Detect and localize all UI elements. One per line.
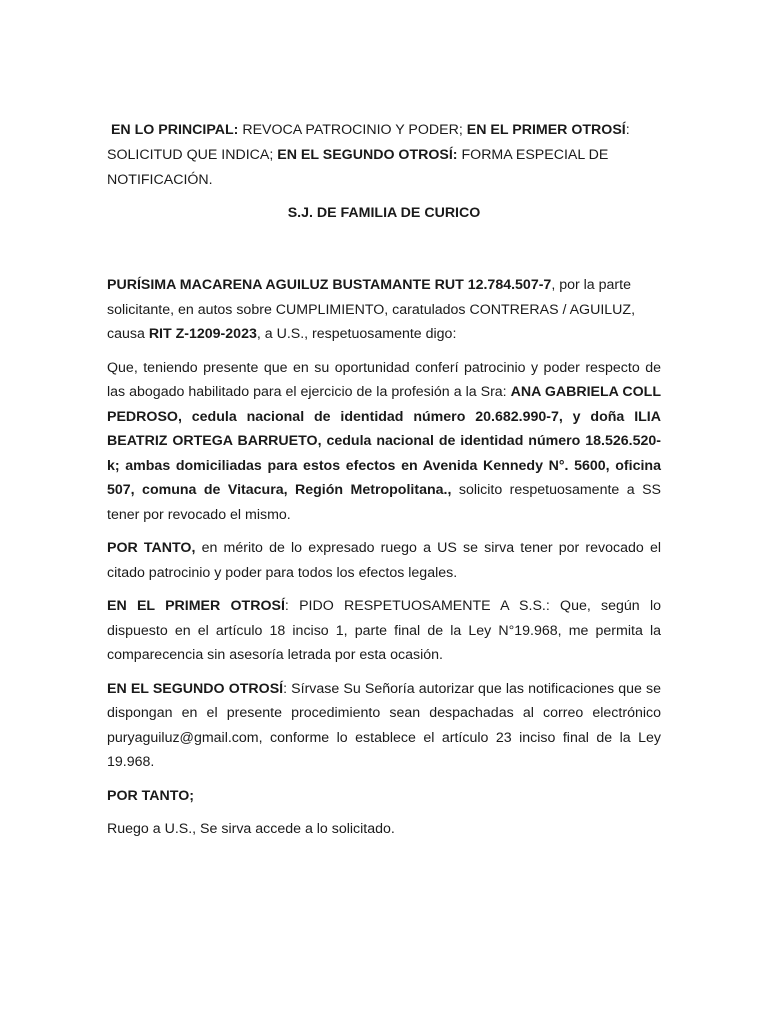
intro-text-1: , por la parte solicitante, en autos sobre CUMPLIMIENTO, caratulados CONTRERAS / AGUILUZ, causa xyxy=(107,277,636,342)
attorneys-details: ANA GABRIELA COLL PEDROSO, cedula nacional de identidad número 20.682.990-7, y doña ILIA BEATRIZ ORTEGA BARRUETO, cedula nacional de identidad número 18.526.520-k; ambas domiciliadas para estos efectos en Avenida Kennedy N°. 5600, oficina 507, comuna de Vitacura, Región Metropolitana., xyxy=(107,384,661,498)
primer-otrosi-label: EN EL PRIMER OTROSÍ xyxy=(107,598,285,614)
sumilla-primer-otrosi-text: : SOLICITUD QUE INDICA; xyxy=(107,122,630,163)
segundo-otrosi-label: EN EL SEGUNDO OTROSÍ xyxy=(107,680,284,697)
segundo-otrosi-text: : Sírvase Su Señoría autorizar que las notificaciones que se dispongan en el presente procedimiento sean despachadas al correo electrónico puryaguiluz@gmail.com, conforme lo establece el artículo 23 inciso final de la Ley 19.968. xyxy=(107,680,662,770)
sumilla xyxy=(107,118,661,193)
por-tanto-paragraph xyxy=(107,536,661,585)
document-page xyxy=(107,118,661,842)
case-rit: RIT Z-1209-2023 xyxy=(148,326,257,342)
body-text-2: solicito respetuosamente a SS tener por revocado el mismo. xyxy=(107,482,661,523)
por-tanto-label: POR TANTO, xyxy=(107,540,196,556)
por-tanto-text: en mérito de lo expresado ruego a US se sirva tener por revocado el citado patrocinio y poder para todos los efectos legales. xyxy=(107,540,661,581)
intro-paragraph xyxy=(107,273,661,347)
primer-otrosi-paragraph xyxy=(107,594,661,668)
sumilla-principal-label: EN LO PRINCIPAL: xyxy=(110,122,239,138)
segundo-otrosi-paragraph xyxy=(107,677,661,775)
party-name: PURÍSIMA MACARENA AGUILUZ BUSTAMANTE RUT 12.784.507-7 xyxy=(107,277,552,293)
closing-line: Ruego a U.S., Se sirva accede a lo solicitado. xyxy=(107,821,395,837)
court-heading: S.J. DE FAMILIA DE CURICO xyxy=(287,205,481,221)
sumilla-primer-otrosi-label: EN EL PRIMER OTROSÍ xyxy=(466,122,626,138)
sumilla-segundo-otrosi-text: FORMA ESPECIAL DE NOTIFICACIÓN. xyxy=(107,147,609,188)
por-tanto-final xyxy=(107,784,661,809)
sumilla-segundo-otrosi-label: EN EL SEGUNDO OTROSÍ: xyxy=(277,147,458,163)
intro-text-2: , a U.S., respetuosamente digo: xyxy=(256,326,457,342)
body-text-1: Que, teniendo presente que en su oportunidad conferí patrocinio y poder respecto de las abogado habilitado para el ejercicio de la profesión a la Sra: xyxy=(107,359,661,400)
sumilla-principal-text: REVOCA PATROCINIO Y PODER; xyxy=(238,122,467,138)
body-paragraph xyxy=(107,356,661,528)
por-tanto-final-label: POR TANTO; xyxy=(107,787,194,804)
primer-otrosi-text: : PIDO RESPETUOSAMENTE A S.S.: Que, según lo dispuesto en el artículo 18 inciso 1, parte final de la Ley N°19.968, me permita la comparecencia sin asesoría letrada por esta ocasión. xyxy=(107,598,661,663)
